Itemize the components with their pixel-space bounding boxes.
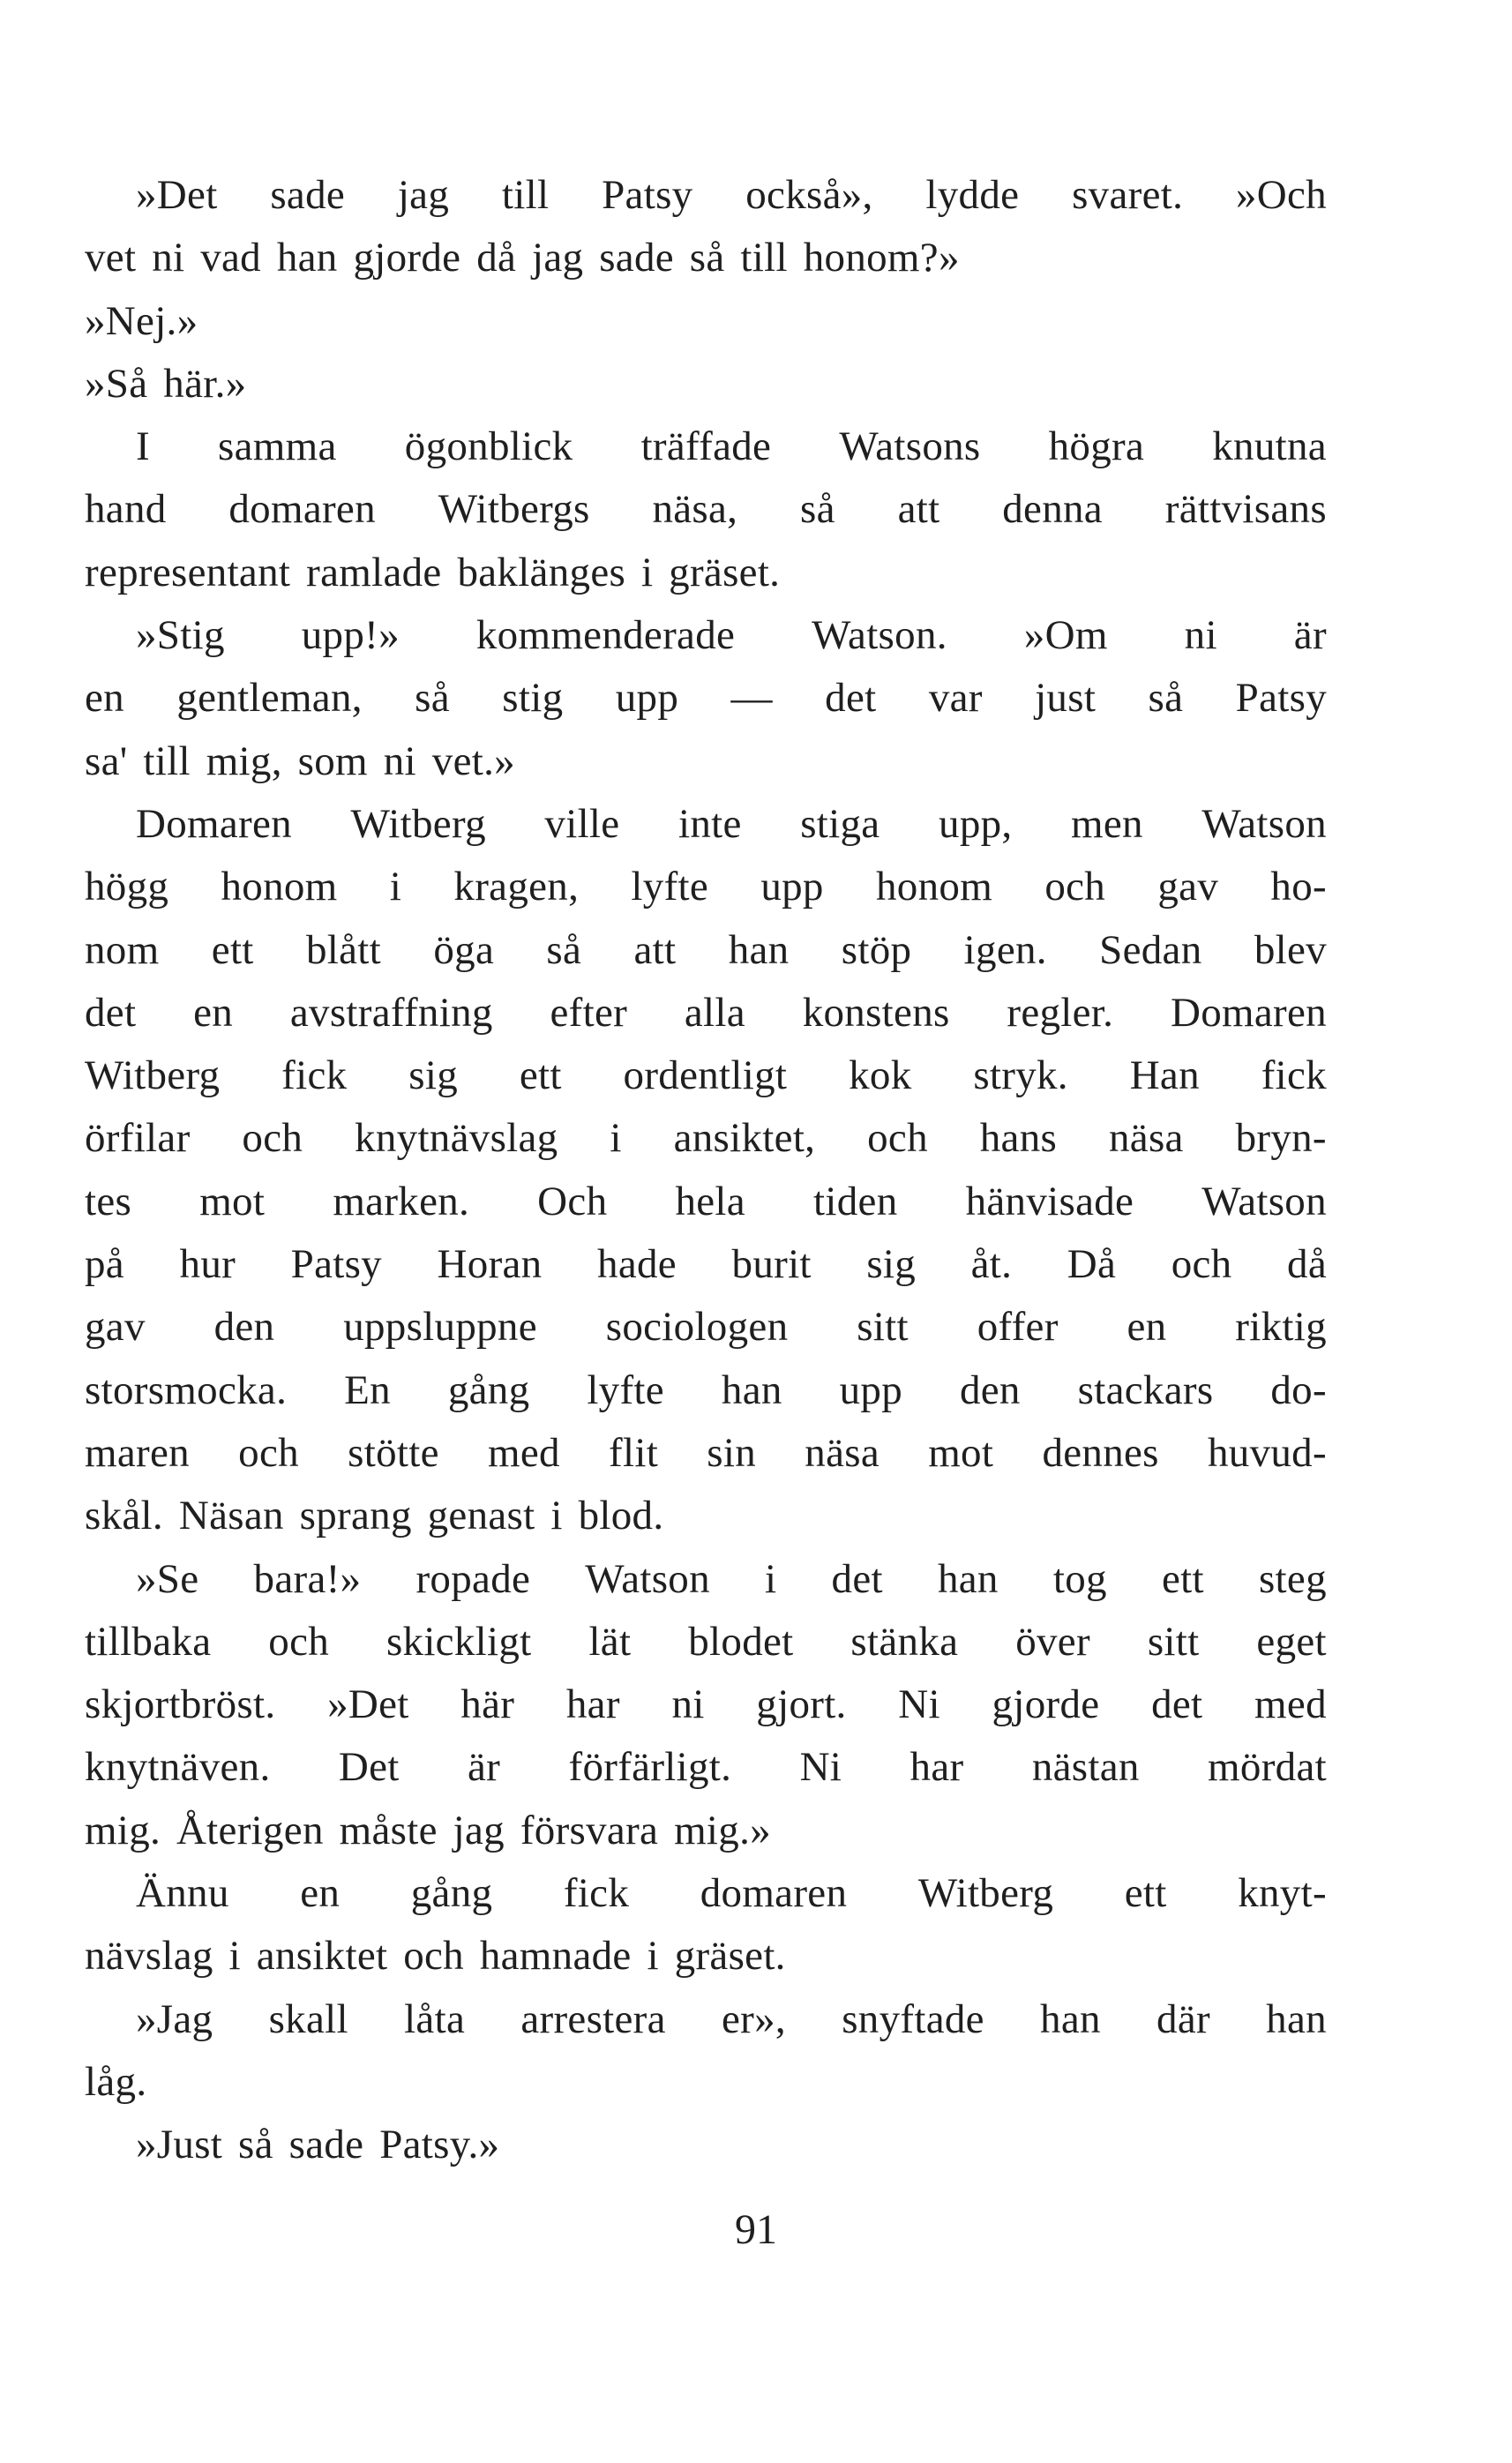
word: i xyxy=(610,1115,622,1162)
word: en xyxy=(300,1870,341,1917)
word: arrestera xyxy=(520,1995,666,2042)
word: till xyxy=(143,737,191,784)
word: stryk. xyxy=(973,1052,1068,1099)
word: bryn- xyxy=(1235,1115,1327,1162)
word: En xyxy=(344,1366,391,1413)
word: vet.» xyxy=(431,737,515,784)
word: avstraffning xyxy=(289,989,493,1036)
word: Och xyxy=(537,1178,608,1224)
word: men xyxy=(1071,800,1143,847)
word: ni xyxy=(383,737,416,784)
word: som xyxy=(297,737,368,784)
word: hans xyxy=(979,1115,1058,1162)
word: i xyxy=(228,1933,241,1980)
word: är xyxy=(468,1744,501,1791)
word: stänka xyxy=(850,1618,959,1665)
word: ansiktet xyxy=(256,1933,388,1980)
word: regler. xyxy=(1007,989,1114,1036)
word: stig xyxy=(502,675,564,722)
word: snyftade xyxy=(842,1995,984,2042)
text-line xyxy=(85,1673,1327,1736)
text-line xyxy=(85,1611,1327,1673)
word: till xyxy=(501,172,550,218)
word: nävslag xyxy=(85,1933,213,1980)
word: har xyxy=(565,1681,620,1728)
text-line xyxy=(85,415,1327,478)
word: Witberg xyxy=(85,1052,221,1099)
word: låta xyxy=(404,1995,466,2042)
text-line xyxy=(85,1171,1327,1233)
word: mig.» xyxy=(674,1807,771,1853)
word: sin xyxy=(707,1429,757,1476)
word: stackars xyxy=(1077,1366,1214,1413)
word: lydde xyxy=(925,172,1020,218)
text-line xyxy=(85,1233,1327,1296)
word: så xyxy=(689,235,725,281)
word: »Och xyxy=(1235,172,1327,218)
word: gjorde xyxy=(992,1681,1100,1728)
word: lät xyxy=(588,1618,632,1665)
word: sa' xyxy=(85,737,128,784)
word: hade xyxy=(597,1241,677,1288)
word: hur xyxy=(179,1241,236,1288)
text-line xyxy=(85,982,1327,1044)
word: genast xyxy=(427,1493,535,1539)
word: »Stig xyxy=(136,612,225,659)
text-line xyxy=(85,1548,1327,1611)
word: gentleman, xyxy=(176,675,363,722)
word: Då xyxy=(1067,1241,1117,1288)
word: ho- xyxy=(1270,864,1327,910)
word: mördat xyxy=(1208,1744,1327,1791)
word: ett xyxy=(1161,1555,1204,1602)
word: Watson xyxy=(1201,800,1327,847)
word: på xyxy=(85,1241,124,1288)
word: förfärligt. xyxy=(568,1744,732,1791)
word: det xyxy=(1151,1681,1203,1728)
word: var xyxy=(928,675,983,722)
word: baklänges xyxy=(457,549,626,595)
word: Näsan xyxy=(178,1493,284,1539)
word: konstens xyxy=(802,989,950,1036)
word: den xyxy=(959,1366,1021,1413)
word: mig, xyxy=(206,737,282,784)
text-line xyxy=(85,1925,1327,1988)
word: blodet xyxy=(688,1618,794,1665)
word: lyfte xyxy=(587,1366,664,1413)
text-line xyxy=(85,919,1327,982)
text-line xyxy=(85,1296,1327,1359)
word: alla xyxy=(684,989,745,1036)
word: han xyxy=(728,926,790,973)
word: ni xyxy=(671,1681,705,1728)
word: offer xyxy=(977,1304,1059,1351)
word: hänvisade xyxy=(965,1178,1134,1224)
word: han xyxy=(276,235,338,281)
word: blod. xyxy=(578,1493,664,1539)
word: till xyxy=(740,235,788,281)
word: bara!» xyxy=(253,1555,362,1602)
word: sig xyxy=(866,1241,917,1288)
word: sprang xyxy=(299,1493,412,1539)
word: skål. xyxy=(85,1493,163,1539)
word: knytnävslag xyxy=(355,1115,558,1162)
word: i xyxy=(765,1555,777,1602)
text-line xyxy=(85,2051,1327,2114)
word: »Nej.» xyxy=(85,297,198,344)
word: i xyxy=(647,1933,659,1980)
word: honom?» xyxy=(803,235,960,281)
word: Ni xyxy=(799,1744,842,1791)
word: honom xyxy=(876,864,993,910)
text-line xyxy=(85,856,1327,918)
word: sade xyxy=(599,235,674,281)
word: kok xyxy=(849,1052,912,1099)
word: Sedan xyxy=(1099,926,1202,973)
word: i xyxy=(640,549,654,595)
word: så xyxy=(800,486,835,533)
word: öga xyxy=(433,926,495,973)
word: skall xyxy=(268,1995,348,2042)
word: Patsy xyxy=(602,172,693,218)
text-line xyxy=(85,2114,1327,2176)
word: och xyxy=(403,1933,464,1980)
text-line xyxy=(85,1800,1327,1862)
word: Patsy xyxy=(1235,675,1327,722)
word: rättvisans xyxy=(1164,486,1327,533)
word: Witbergs xyxy=(438,486,590,533)
word: hela xyxy=(675,1178,745,1224)
word: burit xyxy=(731,1241,812,1288)
word: med xyxy=(488,1429,560,1476)
word: maren xyxy=(85,1429,190,1476)
word: gång xyxy=(410,1870,493,1917)
word: upp!» xyxy=(301,612,400,659)
word: gång xyxy=(447,1366,530,1413)
word: ni xyxy=(1184,612,1217,659)
word: gräset. xyxy=(669,549,781,595)
word: det xyxy=(85,989,137,1036)
word: steg xyxy=(1258,1555,1327,1602)
word: upp, xyxy=(939,800,1013,847)
word: mig. xyxy=(85,1807,161,1853)
text-line xyxy=(85,227,1327,289)
word: vad xyxy=(200,235,261,281)
word: svaret. xyxy=(1072,172,1184,218)
word: att xyxy=(897,486,940,533)
word: stötte xyxy=(348,1429,439,1476)
word: nästan xyxy=(1031,1744,1140,1791)
word: sade xyxy=(288,2122,364,2168)
word: ville xyxy=(544,800,620,847)
word: knutna xyxy=(1212,423,1327,470)
text-line xyxy=(85,1736,1327,1799)
word: mot xyxy=(928,1429,994,1476)
word: åt. xyxy=(970,1241,1013,1288)
text-line xyxy=(85,1044,1327,1107)
word: stiga xyxy=(800,800,880,847)
word: storsmocka. xyxy=(85,1366,288,1413)
word: högg xyxy=(85,864,169,910)
word: sitt xyxy=(857,1304,909,1351)
word: så xyxy=(546,926,582,973)
word: och xyxy=(867,1115,928,1162)
text-line xyxy=(85,1359,1327,1422)
word: här.» xyxy=(163,360,247,407)
word: är xyxy=(1293,612,1327,659)
word: örfilar xyxy=(85,1115,191,1162)
word: så xyxy=(1148,675,1184,722)
word: en xyxy=(85,675,124,722)
word: »Jag xyxy=(136,1995,213,2042)
word: gräset. xyxy=(674,1933,786,1980)
word: hamnade xyxy=(479,1933,632,1980)
word: gav xyxy=(1157,864,1219,910)
word: »Det xyxy=(327,1681,409,1728)
word: marken. xyxy=(333,1178,470,1224)
word: gjort. xyxy=(756,1681,847,1728)
word: Watson. xyxy=(812,612,947,659)
word: upp xyxy=(839,1366,902,1413)
word: er», xyxy=(722,1995,786,2042)
word: efter xyxy=(550,989,628,1036)
text-line xyxy=(85,1988,1327,2051)
text-line xyxy=(85,164,1327,227)
word: »Det xyxy=(136,172,218,218)
word: »Om xyxy=(1023,612,1108,659)
word: en xyxy=(193,989,234,1036)
word: ögonblick xyxy=(404,423,573,470)
word: denna xyxy=(1002,486,1103,533)
text-line xyxy=(85,1485,1327,1547)
word: Watsons xyxy=(839,423,981,470)
text-line xyxy=(85,1107,1327,1170)
word: sitt xyxy=(1147,1618,1200,1665)
text-line xyxy=(85,730,1327,793)
word: domaren xyxy=(700,1870,848,1917)
word: Ännu xyxy=(136,1870,229,1917)
text-line xyxy=(85,604,1327,667)
word: Witberg xyxy=(917,1870,1054,1917)
word: då xyxy=(1287,1241,1327,1288)
word: honom xyxy=(221,864,338,910)
word: dennes xyxy=(1042,1429,1159,1476)
word: »Så xyxy=(85,360,148,407)
word: knytnäven. xyxy=(85,1744,271,1791)
word: uppsluppne xyxy=(343,1304,537,1351)
word: ordentligt xyxy=(623,1052,788,1099)
word: Patsy xyxy=(290,1241,382,1288)
word: ett xyxy=(519,1052,562,1099)
word: nom xyxy=(85,926,160,973)
word: försvara xyxy=(520,1807,659,1853)
word: upp xyxy=(615,675,679,722)
word: det xyxy=(831,1555,883,1602)
word: stöp xyxy=(841,926,912,973)
word: eget xyxy=(1256,1618,1327,1665)
word: upp xyxy=(760,864,824,910)
word: tillbaka xyxy=(85,1618,212,1665)
text-line xyxy=(85,1862,1327,1925)
word: kragen, xyxy=(453,864,580,910)
word: måste xyxy=(339,1807,438,1853)
word: tiden xyxy=(813,1178,898,1224)
text-line xyxy=(85,793,1327,856)
word: i xyxy=(550,1493,563,1539)
text-line xyxy=(85,542,1327,604)
word: han xyxy=(937,1555,999,1602)
word: just xyxy=(1035,675,1097,722)
body-text xyxy=(85,164,1327,2177)
word: näsa xyxy=(805,1429,880,1476)
word: Patsy.» xyxy=(379,2122,500,2168)
text-line xyxy=(85,353,1327,415)
word: det xyxy=(825,675,877,722)
word: Återigen xyxy=(176,1807,324,1853)
word: och xyxy=(1044,864,1106,910)
word: så xyxy=(238,2122,273,2168)
word: att xyxy=(633,926,677,973)
word: Watson xyxy=(585,1555,710,1602)
word: ramlade xyxy=(306,549,442,595)
text-line xyxy=(85,667,1327,730)
word: och xyxy=(238,1429,299,1476)
word: näsa, xyxy=(652,486,738,533)
word: då xyxy=(476,235,517,281)
word: Domaren xyxy=(1171,989,1327,1036)
word: där xyxy=(1156,1995,1210,2042)
word: fick xyxy=(563,1870,630,1917)
word: ropade xyxy=(415,1555,531,1602)
word: Han xyxy=(1129,1052,1200,1099)
word: också», xyxy=(745,172,873,218)
word: den xyxy=(213,1304,275,1351)
word: sade xyxy=(270,172,346,218)
word: I xyxy=(136,423,150,470)
word: blev xyxy=(1254,926,1327,973)
word: Witberg xyxy=(350,800,486,847)
page-number: 91 xyxy=(735,2206,777,2253)
word: fick xyxy=(1261,1052,1327,1099)
word: flit xyxy=(609,1429,659,1476)
word: ett xyxy=(1124,1870,1167,1917)
word: Domaren xyxy=(136,800,292,847)
word: sociologen xyxy=(605,1304,789,1351)
word: har xyxy=(909,1744,964,1791)
word: träffade xyxy=(640,423,772,470)
word: inte xyxy=(677,800,742,847)
word: över xyxy=(1015,1618,1090,1665)
word: do- xyxy=(1270,1366,1327,1413)
word: näsa xyxy=(1108,1115,1184,1162)
word: högra xyxy=(1048,423,1145,470)
word: mot xyxy=(199,1178,266,1224)
word: jag xyxy=(397,172,450,218)
word: domaren xyxy=(228,486,376,533)
word: gjorde xyxy=(353,235,461,281)
word: och xyxy=(268,1618,330,1665)
word: en xyxy=(1127,1304,1167,1351)
word: ansiktet, xyxy=(673,1115,816,1162)
word: jag xyxy=(453,1807,505,1853)
word: »Just xyxy=(136,2122,223,2168)
word: Watson xyxy=(1201,1178,1327,1224)
word: blått xyxy=(305,926,382,973)
word: och xyxy=(242,1115,303,1162)
word: jag xyxy=(532,235,584,281)
word: så xyxy=(415,675,450,722)
word: tog xyxy=(1052,1555,1107,1602)
word: i xyxy=(389,864,402,910)
word: huvud- xyxy=(1207,1429,1327,1476)
text-line xyxy=(85,478,1327,541)
word: ett xyxy=(211,926,254,973)
word: med xyxy=(1254,1681,1327,1728)
word: fick xyxy=(281,1052,348,1099)
word: Det xyxy=(338,1744,400,1791)
word: — xyxy=(730,675,773,722)
word: knyt- xyxy=(1238,1870,1327,1917)
word: låg. xyxy=(85,2058,147,2105)
word: Ni xyxy=(898,1681,940,1728)
word: och xyxy=(1171,1241,1232,1288)
word: kommenderade xyxy=(475,612,736,659)
word: han xyxy=(1040,1995,1101,2042)
word: igen. xyxy=(963,926,1047,973)
word: tes xyxy=(85,1178,132,1224)
word: här xyxy=(460,1681,515,1728)
text-line xyxy=(85,1422,1327,1485)
word: representant xyxy=(85,549,291,595)
word: vet xyxy=(85,235,137,281)
word: han xyxy=(1266,1995,1327,2042)
word: samma xyxy=(218,423,337,470)
word: hand xyxy=(85,486,167,533)
word: sig xyxy=(408,1052,459,1099)
word: gav xyxy=(85,1304,146,1351)
word: riktig xyxy=(1235,1304,1327,1351)
text-line xyxy=(85,290,1327,353)
word: skickligt xyxy=(385,1618,532,1665)
word: skjortbröst. xyxy=(85,1681,276,1728)
word: »Se xyxy=(136,1555,199,1602)
word: lyfte xyxy=(631,864,709,910)
word: ni xyxy=(152,235,185,281)
word: han xyxy=(721,1366,782,1413)
word: Horan xyxy=(437,1241,543,1288)
